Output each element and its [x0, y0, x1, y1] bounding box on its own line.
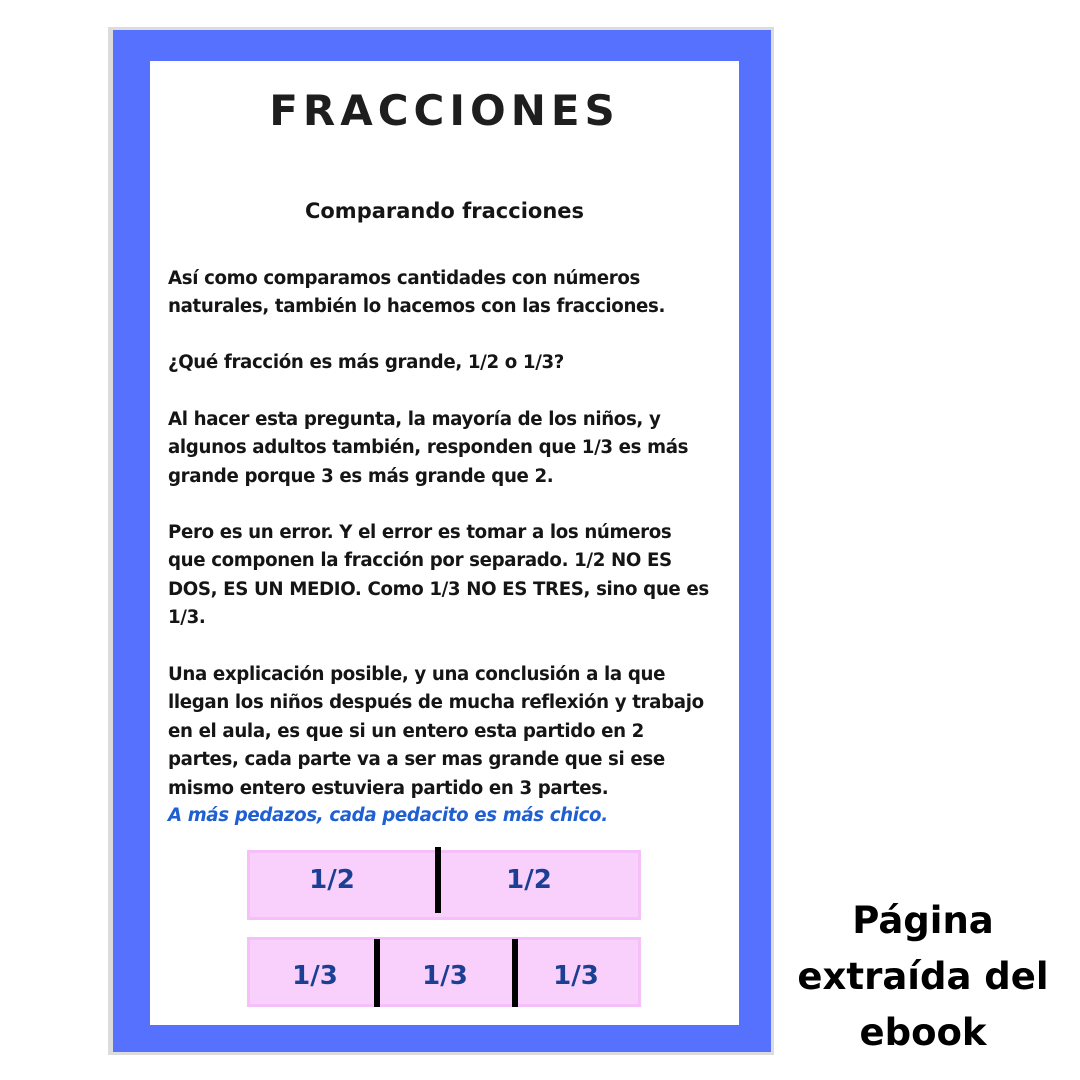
paragraph-explanation: [168, 661, 730, 803]
thirds-bar: [247, 937, 641, 1007]
paragraph-line: mismo entero estuviera partido en 3 partes.: [168, 777, 609, 799]
paragraph-line: naturales, también lo hacemos con las fracciones.: [168, 296, 666, 318]
highlight-conclusion: A más pedazos, cada pedacito es más chico.: [168, 805, 608, 826]
page-subtitle: Comparando fracciones: [304, 199, 585, 223]
paragraph-line: algunos adultos también, responden que 1/3 es más: [168, 437, 689, 459]
caption-line: Página: [852, 899, 994, 942]
half-segment-label: 1/2: [309, 865, 355, 895]
paragraph-line: Al hacer esta pregunta, la mayoría de los niños, y: [168, 409, 661, 430]
paragraph-line: Una explicación posible, y una conclusión a la que: [168, 664, 666, 685]
paragraph-line: partes, cada parte va a ser mas grande que si ese: [168, 749, 665, 771]
thirds-divider: [374, 939, 380, 1007]
paragraph-question: [168, 349, 730, 377]
caption-line: extraída del: [797, 955, 1049, 998]
paragraph-line: 1/3.: [168, 607, 206, 629]
third-segment-label: 1/3: [292, 961, 338, 991]
third-segment-label: 1/3: [553, 961, 599, 991]
caption-line: ebook: [859, 1011, 987, 1054]
paragraph-line: grande porque 3 es más grande que 2.: [168, 465, 554, 487]
page-title: FRACCIONES: [269, 86, 620, 135]
paragraph-common-answer: [168, 406, 730, 491]
half-segment-label: 1/2: [506, 865, 552, 895]
paragraph-line: DOS, ES UN MEDIO. Como 1/3 NO ES TRES, sino que es: [168, 578, 709, 600]
paragraph-intro: [168, 265, 730, 322]
halves-divider: [435, 847, 441, 913]
paragraph-error: [168, 519, 730, 633]
paragraph-line: llegan los niños después de mucha reflexión y trabajo: [168, 692, 704, 714]
paragraph-line: ¿Qué fracción es más grande, 1/2 o 1/3?: [168, 352, 564, 373]
ebook-caption: [790, 893, 1056, 1061]
paragraph-line: que componen la fracción por separado. 1/2 NO ES: [168, 550, 672, 572]
paragraph-line: Así como comparamos cantidades con números: [168, 268, 640, 289]
paragraph-line: Pero es un error. Y el error es tomar a los números: [168, 522, 672, 543]
third-segment-label: 1/3: [422, 961, 468, 991]
paragraph-line: en el aula, es que si un entero esta partido en 2: [168, 720, 644, 742]
thirds-divider: [512, 939, 518, 1007]
halves-bar: [247, 850, 641, 920]
